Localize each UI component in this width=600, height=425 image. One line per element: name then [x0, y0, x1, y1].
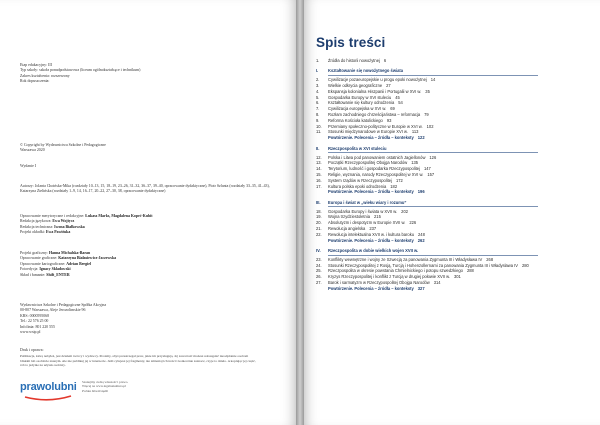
toc-part-title: Europa i świat w „wieku wiary i rozumu”	[328, 199, 407, 205]
toc-summary-row	[316, 238, 586, 244]
toc-chapter-number: 24.	[316, 262, 322, 268]
toc-section	[316, 200, 586, 244]
toc-part-heading	[316, 68, 586, 74]
meta-line: Zakres kształcenia: rozszerzony	[20, 73, 70, 78]
toc-chapter-number: 14.	[316, 166, 322, 172]
meta-line: Rok dopuszczenia:	[20, 79, 50, 84]
credit-value: Iwona Białkowska	[54, 224, 85, 229]
toc-chapter-title: Powtórzenie. Polecenia – źródła – konteksty	[328, 135, 414, 141]
logo-text: prawolubni	[20, 381, 77, 393]
toc-section	[316, 58, 586, 64]
logo-swoosh-icon	[24, 394, 72, 402]
credit-label: Projekt okładki:	[20, 230, 45, 235]
toc-page-number: 113	[411, 129, 419, 135]
toc-page-number: 27	[386, 83, 391, 89]
toc-chapter-number: 27.	[316, 280, 322, 286]
meta-line: Etap edukacyjny: III	[20, 63, 52, 67]
toc-page-number: 35	[425, 88, 430, 94]
toc-chapter-title: Ekspansja kolonialna Hiszpanii i Portugalii w XVI w.	[328, 88, 422, 94]
toc-chapter-title: Początki Rzeczypospolitej Obojga Narodów	[328, 160, 408, 166]
toc-page-number: 262	[417, 237, 425, 243]
credit-label: Opracowanie graficzne:	[20, 256, 58, 261]
copyright-city: Warszawa 2020	[20, 148, 45, 153]
toc-chapter-number: 15.	[316, 171, 322, 177]
toc-chapter-number: 26.	[316, 274, 322, 280]
toc-chapter-title: Powtórzenie. Polecenia – źródła – konteksty	[328, 189, 414, 195]
toc-chapter-number: 23.	[316, 256, 322, 262]
toc-part-heading	[316, 248, 586, 254]
editorial-block	[20, 214, 270, 236]
design-block	[20, 251, 270, 278]
toc-chapter-title: Barok i sarmatyzm w Rzeczypospolitej Obojga Narodów	[328, 280, 430, 286]
credit-label: Redakcja techniczna:	[20, 224, 54, 229]
legal-culture-note	[82, 380, 170, 393]
copyright-block	[20, 143, 270, 154]
toc-chapter-number: 2.	[316, 77, 320, 83]
toc-part-title: Rzeczpospolita w XVI stuleciu	[328, 145, 387, 151]
toc-chapter-title: Religie, wyznania, narody Rzeczypospolitej w XVI w.	[328, 171, 424, 177]
credit-value: Łukasz Marks, Magdalena Kopeć-Kubit	[85, 214, 153, 218]
toc-rule	[328, 206, 538, 207]
toc-chapter-title: Stosunki Rzeczypospolitej z Rosją, Turcją i Hohenzollernami za panowania Zygmunta III i Władysława IV	[328, 262, 518, 268]
sticker-line: Więcej na www.legalnakultura.pl	[82, 384, 126, 389]
toc-page-number: 54	[398, 100, 403, 106]
toc-chapter-title: Kryzys Rzeczypospolitej i konflikt z Turcją w drugiej połowie XVII w.	[328, 274, 450, 280]
toc-chapter-title: Rozłam zachodniego chrześcijaństwa – reformacja	[328, 112, 421, 118]
toc-page-number: 237	[369, 225, 377, 231]
toc-part-title: Kształtowanie się nowożytnego świata	[328, 68, 404, 74]
credit-value: Ignacy Skladowski	[39, 267, 71, 272]
prawolubni-logo	[20, 379, 78, 405]
copyright-line: © Copyright by Wydawnictwa Szkolne i Pedagogiczne	[20, 143, 106, 147]
toc-chapter-title: Wielkie odkrycia geograficzne	[328, 83, 383, 89]
toc-chapter-number: 6.	[316, 100, 320, 106]
edition-text: Wydanie I	[20, 164, 37, 168]
toc-part-heading	[316, 200, 586, 206]
publisher-line: KRS: 0000595068	[20, 313, 50, 318]
toc-chapter-number: 17.	[316, 183, 322, 189]
toc-page-number: 45	[395, 94, 400, 100]
toc-chapter-number: 8.	[316, 112, 320, 118]
toc-page-number: 172	[395, 177, 403, 183]
credit-value: Ewa Wojtycz	[52, 219, 75, 224]
print-line	[20, 348, 270, 353]
toc-page-number: 69	[390, 106, 395, 112]
toc-chapter-number: 10.	[316, 123, 322, 129]
credit-label: Opracowanie merytoryczne i redakcyjne:	[20, 214, 85, 218]
toc-page-number: 248	[418, 231, 425, 237]
toc-chapter-number: 13.	[316, 160, 322, 166]
credit-label: Skład i łamanie:	[20, 272, 46, 277]
toc-part-number: IV.	[316, 247, 321, 253]
credit-value: Ewa Pawińska	[45, 230, 71, 235]
toc-page-number: 135	[411, 160, 419, 166]
toc-chapter-number: 19.	[316, 214, 322, 220]
toc-chapter-number: 21.	[316, 225, 322, 231]
credit-label: Projekt graficzny:	[20, 251, 48, 255]
toc-chapter-title: Cywilizacje pozaeuropejskie u progu epoki nowożytnej	[328, 77, 427, 83]
toc-part-number: I.	[316, 68, 319, 74]
toc-chapter-title: Źródła do historii nowożytnej	[328, 58, 380, 63]
toc-chapter-title: Gospodarka Europy w XVI stuleciu	[328, 94, 392, 100]
toc-chapter-number: 7.	[316, 106, 320, 112]
toc-chapter-title: Rewolucja intelektualna XVII w. i kultura baroku	[328, 231, 415, 237]
toc-page-number: 196	[417, 189, 425, 195]
credit-value: Shift_ENTER	[46, 272, 70, 277]
toc-chapter-title: Stosunki międzynarodowe w Europie XVI w.	[328, 129, 408, 135]
toc-chapter-number: 9.	[316, 117, 320, 123]
toc-rule	[328, 75, 538, 76]
publisher-line: Infolinia: 801 220 555	[20, 324, 55, 329]
publisher-line: 00-807 Warszawa, Aleje Jerozolimskie 96	[20, 308, 86, 313]
credit-line	[20, 230, 270, 235]
table-of-contents	[316, 58, 586, 296]
sticker-line: Szanujmy cudzą własność i prawo.	[82, 380, 129, 384]
toc-section	[316, 248, 586, 292]
toc-page-number: 268	[486, 256, 494, 262]
toc-page-number: 280	[522, 262, 529, 268]
toc-rule	[328, 255, 538, 256]
toc-chapter-title: Kultura polska epoki odrodzenia	[328, 183, 387, 189]
book-gutter	[296, 0, 304, 425]
authors-label: Autorzy:	[20, 184, 34, 188]
toc-summary-row	[316, 286, 586, 292]
publisher-line: Tel.: 22 576 25 00	[20, 319, 49, 324]
toc-chapter-row	[316, 58, 586, 64]
toc-page-number: 202	[401, 208, 409, 214]
meta-line: Typ szkoły: szkoła ponadpodstawowa (liceum ogólnokształcące i technikum)	[20, 68, 141, 73]
toc-part-heading	[316, 146, 586, 152]
notice-text: Publikacja, którą nabyłeś, jest dziełem twórcy i wydawcy. Prosimy, abyś przestrzegał praw, jakie im przysługują. Jej zawartość możesz udostępnić nieodpłatnie osobom bliskim lub osobiście znanym. Ale nie publikuj jej w internecie. Jeśli cytujesz jej fragmenty, nie zmieniaj ich treści i koniecznie zaznacz, czyje to dzieło. A kopiując jej część, rób to jedynie na użytek osobisty.	[20, 354, 256, 368]
toc-chapter-number: 25.	[316, 268, 322, 274]
toc-chapter-title: Przemiany społeczno-polityczne w Europie w XVI w.	[328, 123, 423, 129]
toc-chapter-title: Gospodarka Europy i świata w XVII w.	[328, 208, 398, 214]
toc-page-number: 147	[423, 166, 431, 172]
toc-chapter-title: Konflikty wewnętrzne i wojny ze Szwecją za panowania Zygmunta III i Władysława IV	[328, 256, 483, 262]
credit-label: Redakcja językowa:	[20, 219, 52, 224]
credit-label: Opracowanie kartograficzne:	[20, 261, 66, 266]
toc-chapter-number: 12.	[316, 154, 322, 160]
toc-chapter-title: Rzeczpospolita w okresie powstania Chmielnickiego i potopu szwedzkiego	[328, 268, 463, 274]
toc-chapter-title: Cywilizacja europejska w XVI w.	[328, 106, 387, 112]
toc-chapter-number: 18.	[316, 208, 322, 214]
toc-summary-row	[316, 135, 586, 141]
toc-chapter-title: Kształtowanie się kultury odrodzenia	[328, 100, 395, 106]
credit-value: Hanna Michalska-Baran	[48, 251, 91, 255]
toc-summary-row	[316, 189, 586, 195]
legal-notice	[20, 354, 256, 368]
toc-chapter-number: 16.	[316, 177, 322, 183]
toc-chapter-number: 4.	[316, 88, 320, 94]
toc-part-number: III.	[316, 199, 321, 205]
toc-title: Spis treści	[316, 35, 386, 50]
toc-page-number: 126	[429, 154, 437, 160]
toc-section	[316, 146, 586, 196]
authors-block	[20, 184, 270, 195]
toc-chapter-title: Reforma Kościoła katolickiego	[328, 117, 383, 123]
toc-chapter-number: 5.	[316, 94, 320, 100]
toc-chapter-title: Powtórzenie. Polecenia – źródła – konteksty	[328, 285, 414, 291]
publisher-block	[20, 303, 270, 335]
toc-section	[316, 68, 586, 141]
credit-line	[20, 273, 270, 278]
toc-page-number: 215	[374, 214, 381, 220]
toc-page-number: 327	[417, 285, 425, 291]
print-text: Druk i oprawa:	[20, 348, 44, 352]
left-page	[0, 0, 296, 425]
toc-chapter-title: Polska i Litwa pod panowaniem ostatnich Jagiellonów	[328, 154, 426, 160]
credit-label: Fotoedycja:	[20, 267, 39, 272]
credit-value: Adrian Bergiel	[66, 261, 91, 266]
publisher-line: www.wsip.pl	[20, 330, 41, 335]
toc-page-number: 226	[409, 220, 417, 226]
toc-page-number: 102	[426, 123, 434, 129]
toc-chapter-number: 20.	[316, 220, 322, 226]
toc-chapter-title: Wojna trzydziestoletnia	[328, 214, 371, 220]
credit-value: Katarzyna Białasiewicz-Jaczewska	[58, 256, 117, 261]
toc-chapter-number: 11.	[316, 129, 322, 135]
education-meta	[20, 63, 270, 85]
toc-chapter-title: Absolutyzm i despotyzm w Europie XVII w.	[328, 220, 406, 226]
toc-page-number: 14	[430, 77, 436, 83]
toc-page-number: 301	[453, 274, 461, 280]
edition	[20, 164, 270, 169]
toc-rule	[328, 152, 538, 153]
toc-chapter-title: Terytorium, ludność i gospodarka Rzeczypospolitej	[328, 166, 420, 172]
toc-part-number: II.	[316, 145, 320, 151]
toc-page-number: 6	[383, 58, 387, 63]
authors-text: Jolanta Choińska-Mika (rozdziały 10–13, 15, 18–19, 23–26, 31–32, 36–37, 39–40, opracowanie dydaktyczne), Piotr Szlanta (rozdziały 33–35, 41–43), Katarzyna Zielińska (rozdziały 1–9, 14, 16–17, 20–22, 27–30, 38, opracowanie dydaktyczne)	[20, 184, 270, 194]
sticker-line: Polska Izba Książki	[82, 388, 109, 393]
publisher-line: Wydawnictwa Szkolne i Pedagogiczne Spółka Akcyjna	[20, 303, 107, 307]
toc-chapter-title: Powtórzenie. Polecenia – źródła – konteksty	[328, 237, 414, 243]
toc-chapter-title: System rządów w Rzeczypospolitej	[328, 177, 392, 183]
toc-chapter-title: Rewolucja angielska	[328, 225, 366, 231]
toc-page-number: 314	[433, 280, 441, 286]
toc-chapter-number: 3.	[316, 83, 320, 89]
toc-chapter-number: 1.	[316, 58, 320, 63]
toc-chapter-number: 22.	[316, 231, 322, 237]
toc-page-number: 157	[427, 171, 435, 177]
toc-page-number: 122	[417, 135, 425, 141]
toc-page-number: 288	[466, 268, 474, 274]
toc-page-number: 93	[386, 117, 392, 123]
toc-page-number: 182	[390, 183, 398, 189]
toc-page-number: 79	[424, 112, 429, 118]
toc-part-title: Rzeczpospolita w dobie wielkich wojen XVII w.	[328, 247, 419, 253]
